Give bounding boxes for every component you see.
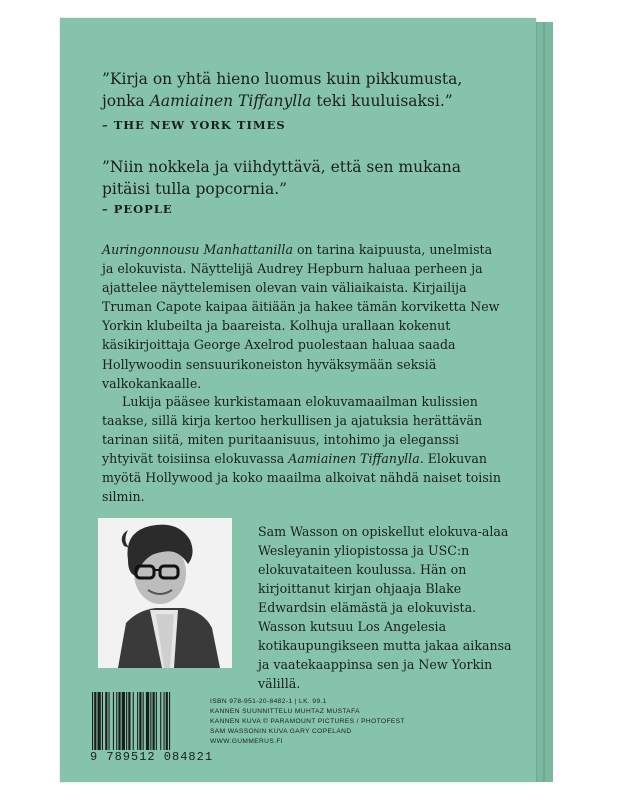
- quote-nyt: [102, 68, 522, 112]
- quote-nyt-text: jonka: [102, 92, 150, 110]
- barcode-bar: [102, 692, 103, 750]
- barcode-bar: [133, 692, 134, 750]
- description-text-3: Elokuvan myötä Hollywood ja koko maailma alkoivat nähdä naiset toisin silmin.: [102, 451, 501, 505]
- credit-author-photo: SAM WASSONIN KUVA GARY COPELAND: [210, 728, 352, 735]
- barcode-bar: [169, 692, 170, 750]
- barcode-bar: [143, 692, 144, 750]
- barcode-bar: [122, 692, 125, 750]
- author-photo: [98, 518, 232, 668]
- barcode-bar: [109, 692, 110, 750]
- barcode-bar: [92, 692, 93, 750]
- barcode-bar: [150, 692, 151, 750]
- quote-people-source: – PEOPLE: [102, 202, 173, 216]
- publication-credits: [210, 697, 405, 747]
- book-spine: [536, 22, 553, 782]
- description-paragraph-1: [102, 240, 502, 393]
- barcode-bar: [116, 692, 117, 750]
- barcode-bar: [156, 692, 157, 750]
- barcode-bar: [98, 692, 101, 750]
- barcode-bar: [146, 692, 149, 750]
- barcode-bar: [113, 692, 114, 750]
- barcode-number: 9 789512 084821: [90, 750, 214, 764]
- quote-people-line1: ”Niin nokkela ja viihdyttävä, että sen mukana: [102, 158, 461, 176]
- barcode-bar: [118, 692, 120, 750]
- barcode-bar: [139, 692, 141, 750]
- barcode-bar: [94, 692, 96, 750]
- credit-website: WWW.GUMMERUS.FI: [210, 738, 284, 745]
- quote-nyt-source: – THE NEW YORK TIMES: [102, 118, 286, 132]
- barcode-bar: [166, 692, 168, 750]
- film-title: Aamiainen Tiffanylla.: [288, 451, 424, 467]
- barcode-bar: [137, 692, 138, 750]
- quote-nyt-text-end: teki kuuluisaksi.”: [311, 92, 453, 110]
- barcode-bar: [126, 692, 127, 750]
- description-text-2: Lukija pääsee kurkistamaan elokuvamaailman kulissien taakse, sillä kirja kertoo herkullisen ja ajatuksia herättävän tarinan siitä, miten puritaanisuus, intohimo ja eleganssi yhtyivät toisiinsa elokuvassa: [102, 394, 483, 467]
- barcode-bar: [105, 692, 107, 750]
- quote-people: [102, 156, 522, 200]
- barcode-bar: [164, 692, 165, 750]
- author-portrait-illustration: [98, 518, 232, 668]
- credit-cover-photo: KANNEN KUVA © PARAMOUNT PICTURES / PHOTOFEST: [210, 718, 405, 725]
- credit-cover-design: KANNEN SUUNNITTELU MUHTAZ MUSTAFA: [210, 708, 360, 715]
- barcode: [90, 692, 200, 750]
- description-paragraph-2: [102, 392, 502, 507]
- barcode-bar: [153, 692, 155, 750]
- description-text-1: on tarina kaipuusta, unelmista ja elokuvista. Näyttelijä Audrey Hepburn haluaa perheen ja ajattelee näyttelemisen olevan vain väliaikaista. Kirjailija Truman Capote kaipaa äitiään ja hakee tämän korviketta New Yorkin klubeilta ja baareista. Kolhuja urallaan kokenut käsikirjoittaja George Axelrod puolestaan haluaa saada Hollywoodin sensuurikoneiston hyväksymään seksiä valkokankaalle.: [102, 242, 500, 391]
- quote-nyt-line2: [102, 90, 522, 112]
- barcode-bar: [128, 692, 130, 750]
- barcode-bar: [160, 692, 161, 750]
- credit-isbn: ISBN 978-951-20-8482-1 | LK. 99.1: [210, 698, 327, 705]
- quote-nyt-line1: ”Kirja on yhtä hieno luomus kuin pikkumusta,: [102, 70, 463, 88]
- quote-people-line2: pitäisi tulla popcornia.”: [102, 180, 288, 198]
- book-title: Auringonnousu Manhattanilla: [102, 242, 293, 257]
- quote-nyt-title: Aamiainen Tiffanylla: [149, 92, 312, 110]
- author-bio: Sam Wasson on opiskellut elokuva-alaa Wesleyanin yliopistossa ja USC:n elokuvataiteen koulussa. Hän on kirjoittanut kirjan ohjaaja Blake Edwardsin elämästä ja elokuvista. Wasson kutsuu Los Angelesia kotikaupungikseen mutta jakaa aikansa ja vaatekaappinsa sen ja New Yorkin välillä.: [258, 524, 512, 691]
